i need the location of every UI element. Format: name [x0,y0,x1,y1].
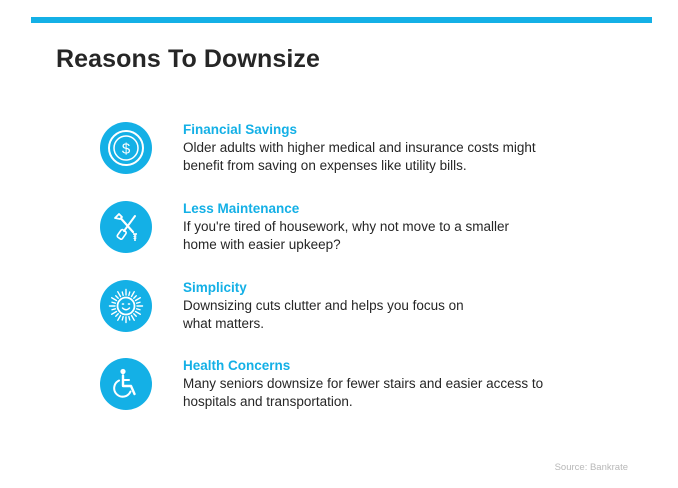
item-title: Simplicity [183,280,247,295]
item-description-line: hospitals and transportation. [183,394,353,409]
item-description-line: Older adults with higher medical and insurance costs might [183,140,536,155]
item-description-line: what matters. [183,316,265,331]
item-title: Health Concerns [183,358,291,373]
page-title: Reasons To Downsize [56,45,320,73]
source-caption: Source: Bankrate [554,462,628,473]
item-description-line: Many seniors downsize for fewer stairs and easier access to [183,376,544,391]
list-item-less-maintenance [100,201,580,261]
item-description-line: home with easier upkeep? [183,237,341,252]
svg-text:$: $ [121,140,131,158]
top-accent-bar [31,17,652,23]
dollar-coin-icon [100,122,152,174]
item-title: Less Maintenance [183,201,300,216]
list-item-simplicity [100,280,580,340]
list-item-financial-savings [100,122,580,182]
sun-icon [100,280,152,332]
item-description-line: If you're tired of housework, why not move to a smaller [183,219,509,234]
tools-icon [100,201,152,253]
item-title: Financial Savings [183,122,298,137]
list-item-health-concerns [100,358,580,418]
item-description-line: benefit from saving on expenses like utility bills. [183,158,467,173]
wheelchair-icon [100,358,152,410]
item-description [183,297,464,333]
item-description-line: Downsizing cuts clutter and helps you focus on [183,298,464,313]
item-description [183,139,536,175]
item-description [183,218,509,254]
item-description [183,375,543,411]
